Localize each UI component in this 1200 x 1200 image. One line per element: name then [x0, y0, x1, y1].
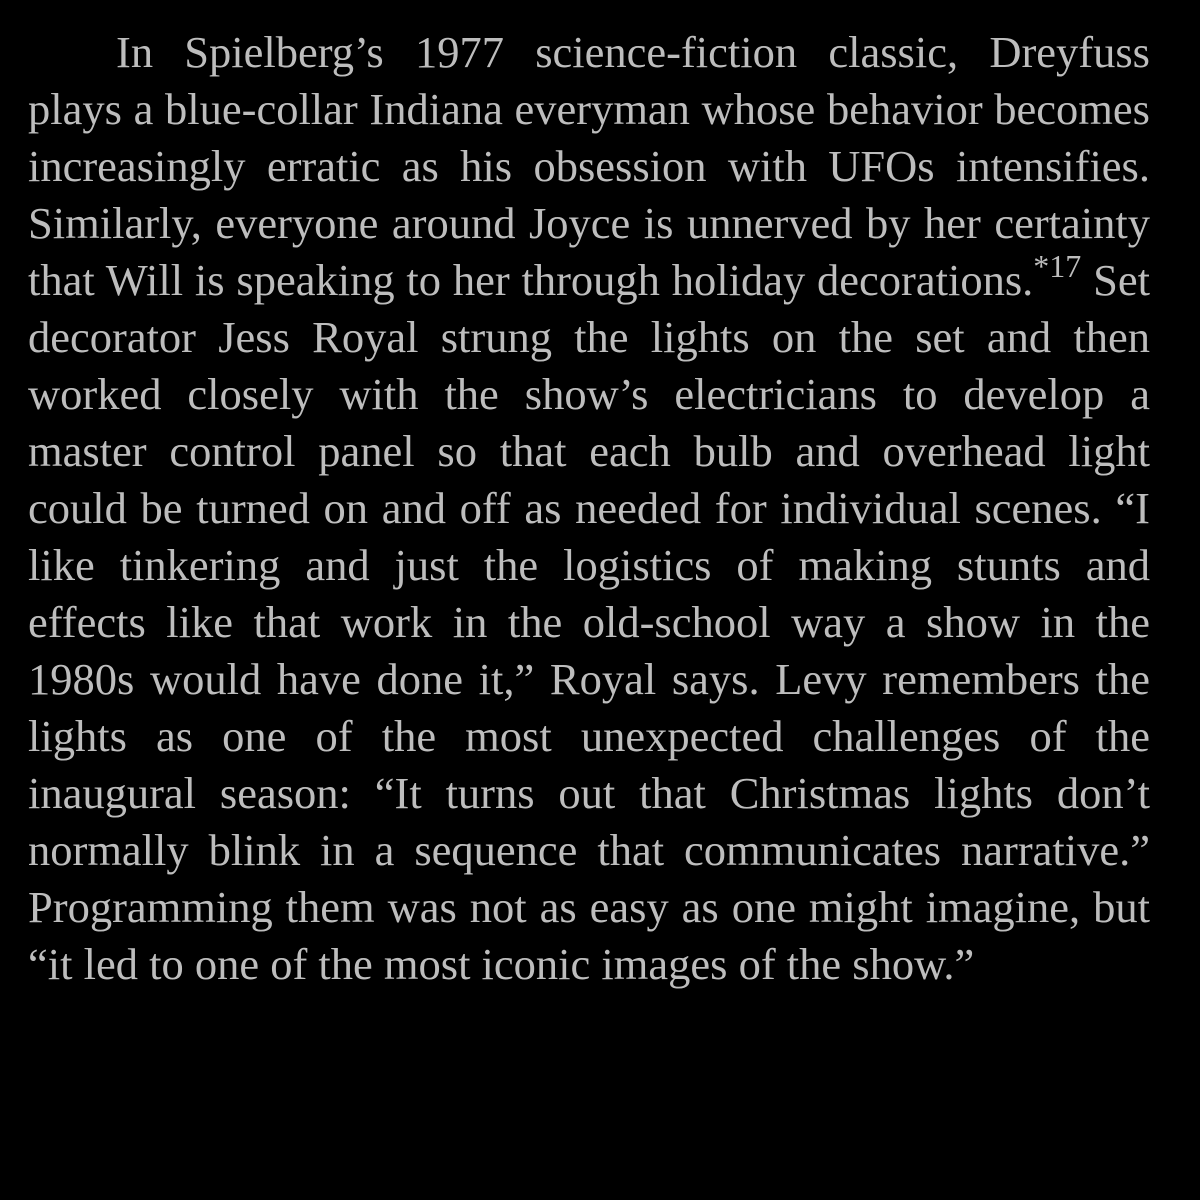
paragraph-text-end: Set decorator Jess Royal strung the lights on the set and then worked closely with the show’s electricians to develop a master control panel so that each bulb and overhead light could be turned on and off as needed for individual scenes. “I like tinkering and just the logistics of making stunts and effects like that work in the old-school way a show in the 1980s would have done it,” Royal says. Levy remembers the lights as one of the most unexpected challenges of the inaugural season: “It turns out that Christmas lights don’t normally blink in a sequence that communicates narrative.” Programming them was not as easy as one might imagine, but “it led to one of the most iconic images of the show.”: [28, 255, 1150, 989]
paragraph-text-start: In Spielberg’s 1977 science-fiction classic, Dreyfuss plays a blue-collar Indiana everyman whose behavior becomes increasingly erratic as his obsession with UFOs intensifies. Similarly, everyone around Joyce is unnerved by her certainty that Will is speaking to her through holiday decorations.: [28, 27, 1150, 305]
footnote-marker[interactable]: *17: [1033, 248, 1082, 284]
body-paragraph: [28, 24, 1150, 993]
